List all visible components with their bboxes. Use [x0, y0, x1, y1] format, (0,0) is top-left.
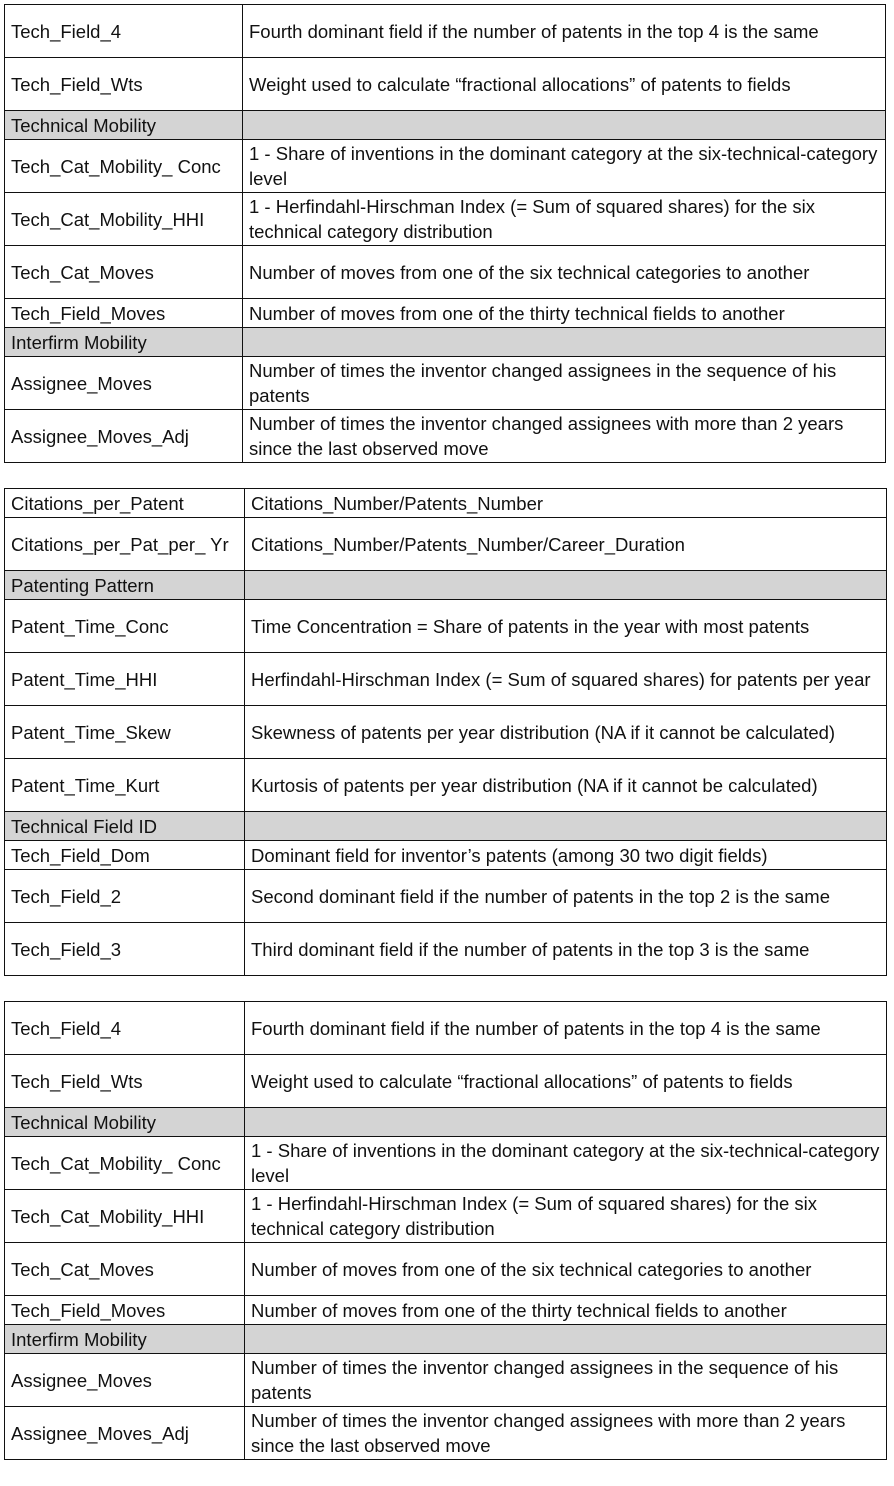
variable-name: Tech_Cat_Mobility_HHI	[5, 193, 243, 246]
section-empty-cell	[243, 328, 886, 357]
table-row	[5, 923, 887, 976]
table-row	[5, 1243, 887, 1296]
table-row	[5, 1296, 887, 1325]
variable-description: Skewness of patents per year distribution (NA if it cannot be calculated)	[245, 706, 887, 759]
table-row	[5, 246, 886, 299]
section-header-row	[5, 1325, 887, 1354]
variable-name: Tech_Cat_Moves	[5, 246, 243, 299]
section-header-row	[5, 812, 887, 841]
variable-description: 1 - Herfindahl-Hirschman Index (= Sum of squared shares) for the six technical category distribution	[243, 193, 886, 246]
section-empty-cell	[245, 812, 887, 841]
variable-name: Assignee_Moves	[5, 357, 243, 410]
variable-description: Time Concentration = Share of patents in the year with most patents	[245, 600, 887, 653]
variable-name: Tech_Field_Dom	[5, 841, 245, 870]
variable-name: Tech_Field_Wts	[5, 58, 243, 111]
variable-description: Second dominant field if the number of patents in the top 2 is the same	[245, 870, 887, 923]
variable-name: Assignee_Moves	[5, 1354, 245, 1407]
table-row	[5, 140, 886, 193]
variable-table-part-3	[4, 1001, 887, 1460]
variable-description: Kurtosis of patents per year distribution (NA if it cannot be calculated)	[245, 759, 887, 812]
table-row	[5, 193, 886, 246]
variable-description: Fourth dominant field if the number of patents in the top 4 is the same	[245, 1002, 887, 1055]
variable-description: Weight used to calculate “fractional allocations” of patents to fields	[245, 1055, 887, 1108]
variable-description: Number of moves from one of the six technical categories to another	[243, 246, 886, 299]
section-empty-cell	[245, 1325, 887, 1354]
section-header-row	[5, 328, 886, 357]
section-title: Interfirm Mobility	[5, 328, 243, 357]
variable-name: Assignee_Moves_Adj	[5, 1407, 245, 1460]
variable-name: Citations_per_Patent	[5, 489, 245, 518]
variable-description: Number of times the inventor changed assignees in the sequence of his patents	[245, 1354, 887, 1407]
table-row	[5, 489, 887, 518]
section-title: Interfirm Mobility	[5, 1325, 245, 1354]
variable-name: Patent_Time_HHI	[5, 653, 245, 706]
variable-description: Dominant field for inventor’s patents (among 30 two digit fields)	[245, 841, 887, 870]
table-row	[5, 518, 887, 571]
table-row	[5, 58, 886, 111]
section-header-row	[5, 111, 886, 140]
variable-description: Number of times the inventor changed assignees with more than 2 years since the last observed move	[243, 410, 886, 463]
table-row	[5, 653, 887, 706]
variable-description: Number of moves from one of the thirty technical fields to another	[245, 1296, 887, 1325]
variable-description: Citations_Number/Patents_Number	[245, 489, 887, 518]
variable-name: Tech_Cat_Mobility_ Conc	[5, 1137, 245, 1190]
table-row	[5, 870, 887, 923]
table-row	[5, 1407, 887, 1460]
section-header-row	[5, 571, 887, 600]
variable-name: Tech_Field_3	[5, 923, 245, 976]
variable-table-part-2	[4, 488, 887, 976]
table-row	[5, 1137, 887, 1190]
variable-description: 1 - Herfindahl-Hirschman Index (= Sum of squared shares) for the six technical category distribution	[245, 1190, 887, 1243]
table-row	[5, 1354, 887, 1407]
variable-description: Number of times the inventor changed assignees with more than 2 years since the last observed move	[245, 1407, 887, 1460]
variable-description: 1 - Share of inventions in the dominant category at the six-technical-category level	[245, 1137, 887, 1190]
variable-name: Tech_Field_4	[5, 5, 243, 58]
variable-name: Tech_Cat_Mobility_ Conc	[5, 140, 243, 193]
variable-description: Herfindahl-Hirschman Index (= Sum of squared shares) for patents per year	[245, 653, 887, 706]
table-row	[5, 706, 887, 759]
variable-description: Number of moves from one of the six technical categories to another	[245, 1243, 887, 1296]
table-row	[5, 5, 886, 58]
section-header-row	[5, 1108, 887, 1137]
section-empty-cell	[245, 571, 887, 600]
variable-name: Patent_Time_Conc	[5, 600, 245, 653]
variable-name: Assignee_Moves_Adj	[5, 410, 243, 463]
variable-name: Tech_Cat_Moves	[5, 1243, 245, 1296]
section-empty-cell	[245, 1108, 887, 1137]
table-row	[5, 1055, 887, 1108]
variable-description: Third dominant field if the number of patents in the top 3 is the same	[245, 923, 887, 976]
table-row	[5, 600, 887, 653]
table-row	[5, 299, 886, 328]
variable-description: Fourth dominant field if the number of patents in the top 4 is the same	[243, 5, 886, 58]
table-row	[5, 1002, 887, 1055]
variable-name: Tech_Cat_Mobility_HHI	[5, 1190, 245, 1243]
variable-description: Weight used to calculate “fractional allocations” of patents to fields	[243, 58, 886, 111]
variable-description: Number of moves from one of the thirty technical fields to another	[243, 299, 886, 328]
section-title: Patenting Pattern	[5, 571, 245, 600]
table-row	[5, 1190, 887, 1243]
variable-description: Number of times the inventor changed assignees in the sequence of his patents	[243, 357, 886, 410]
table-row	[5, 759, 887, 812]
variable-name: Tech_Field_Moves	[5, 299, 243, 328]
section-title: Technical Mobility	[5, 1108, 245, 1137]
section-title: Technical Mobility	[5, 111, 243, 140]
variable-name: Patent_Time_Skew	[5, 706, 245, 759]
variable-name: Patent_Time_Kurt	[5, 759, 245, 812]
variable-description: 1 - Share of inventions in the dominant category at the six-technical-category level	[243, 140, 886, 193]
variable-description: Citations_Number/Patents_Number/Career_Duration	[245, 518, 887, 571]
variable-name: Tech_Field_2	[5, 870, 245, 923]
table-row	[5, 357, 886, 410]
section-empty-cell	[243, 111, 886, 140]
variable-name: Citations_per_Pat_per_ Yr	[5, 518, 245, 571]
variable-name: Tech_Field_Wts	[5, 1055, 245, 1108]
variable-name: Tech_Field_4	[5, 1002, 245, 1055]
table-row	[5, 841, 887, 870]
variable-name: Tech_Field_Moves	[5, 1296, 245, 1325]
table-row	[5, 410, 886, 463]
variable-table-part-1	[4, 4, 886, 463]
section-title: Technical Field ID	[5, 812, 245, 841]
